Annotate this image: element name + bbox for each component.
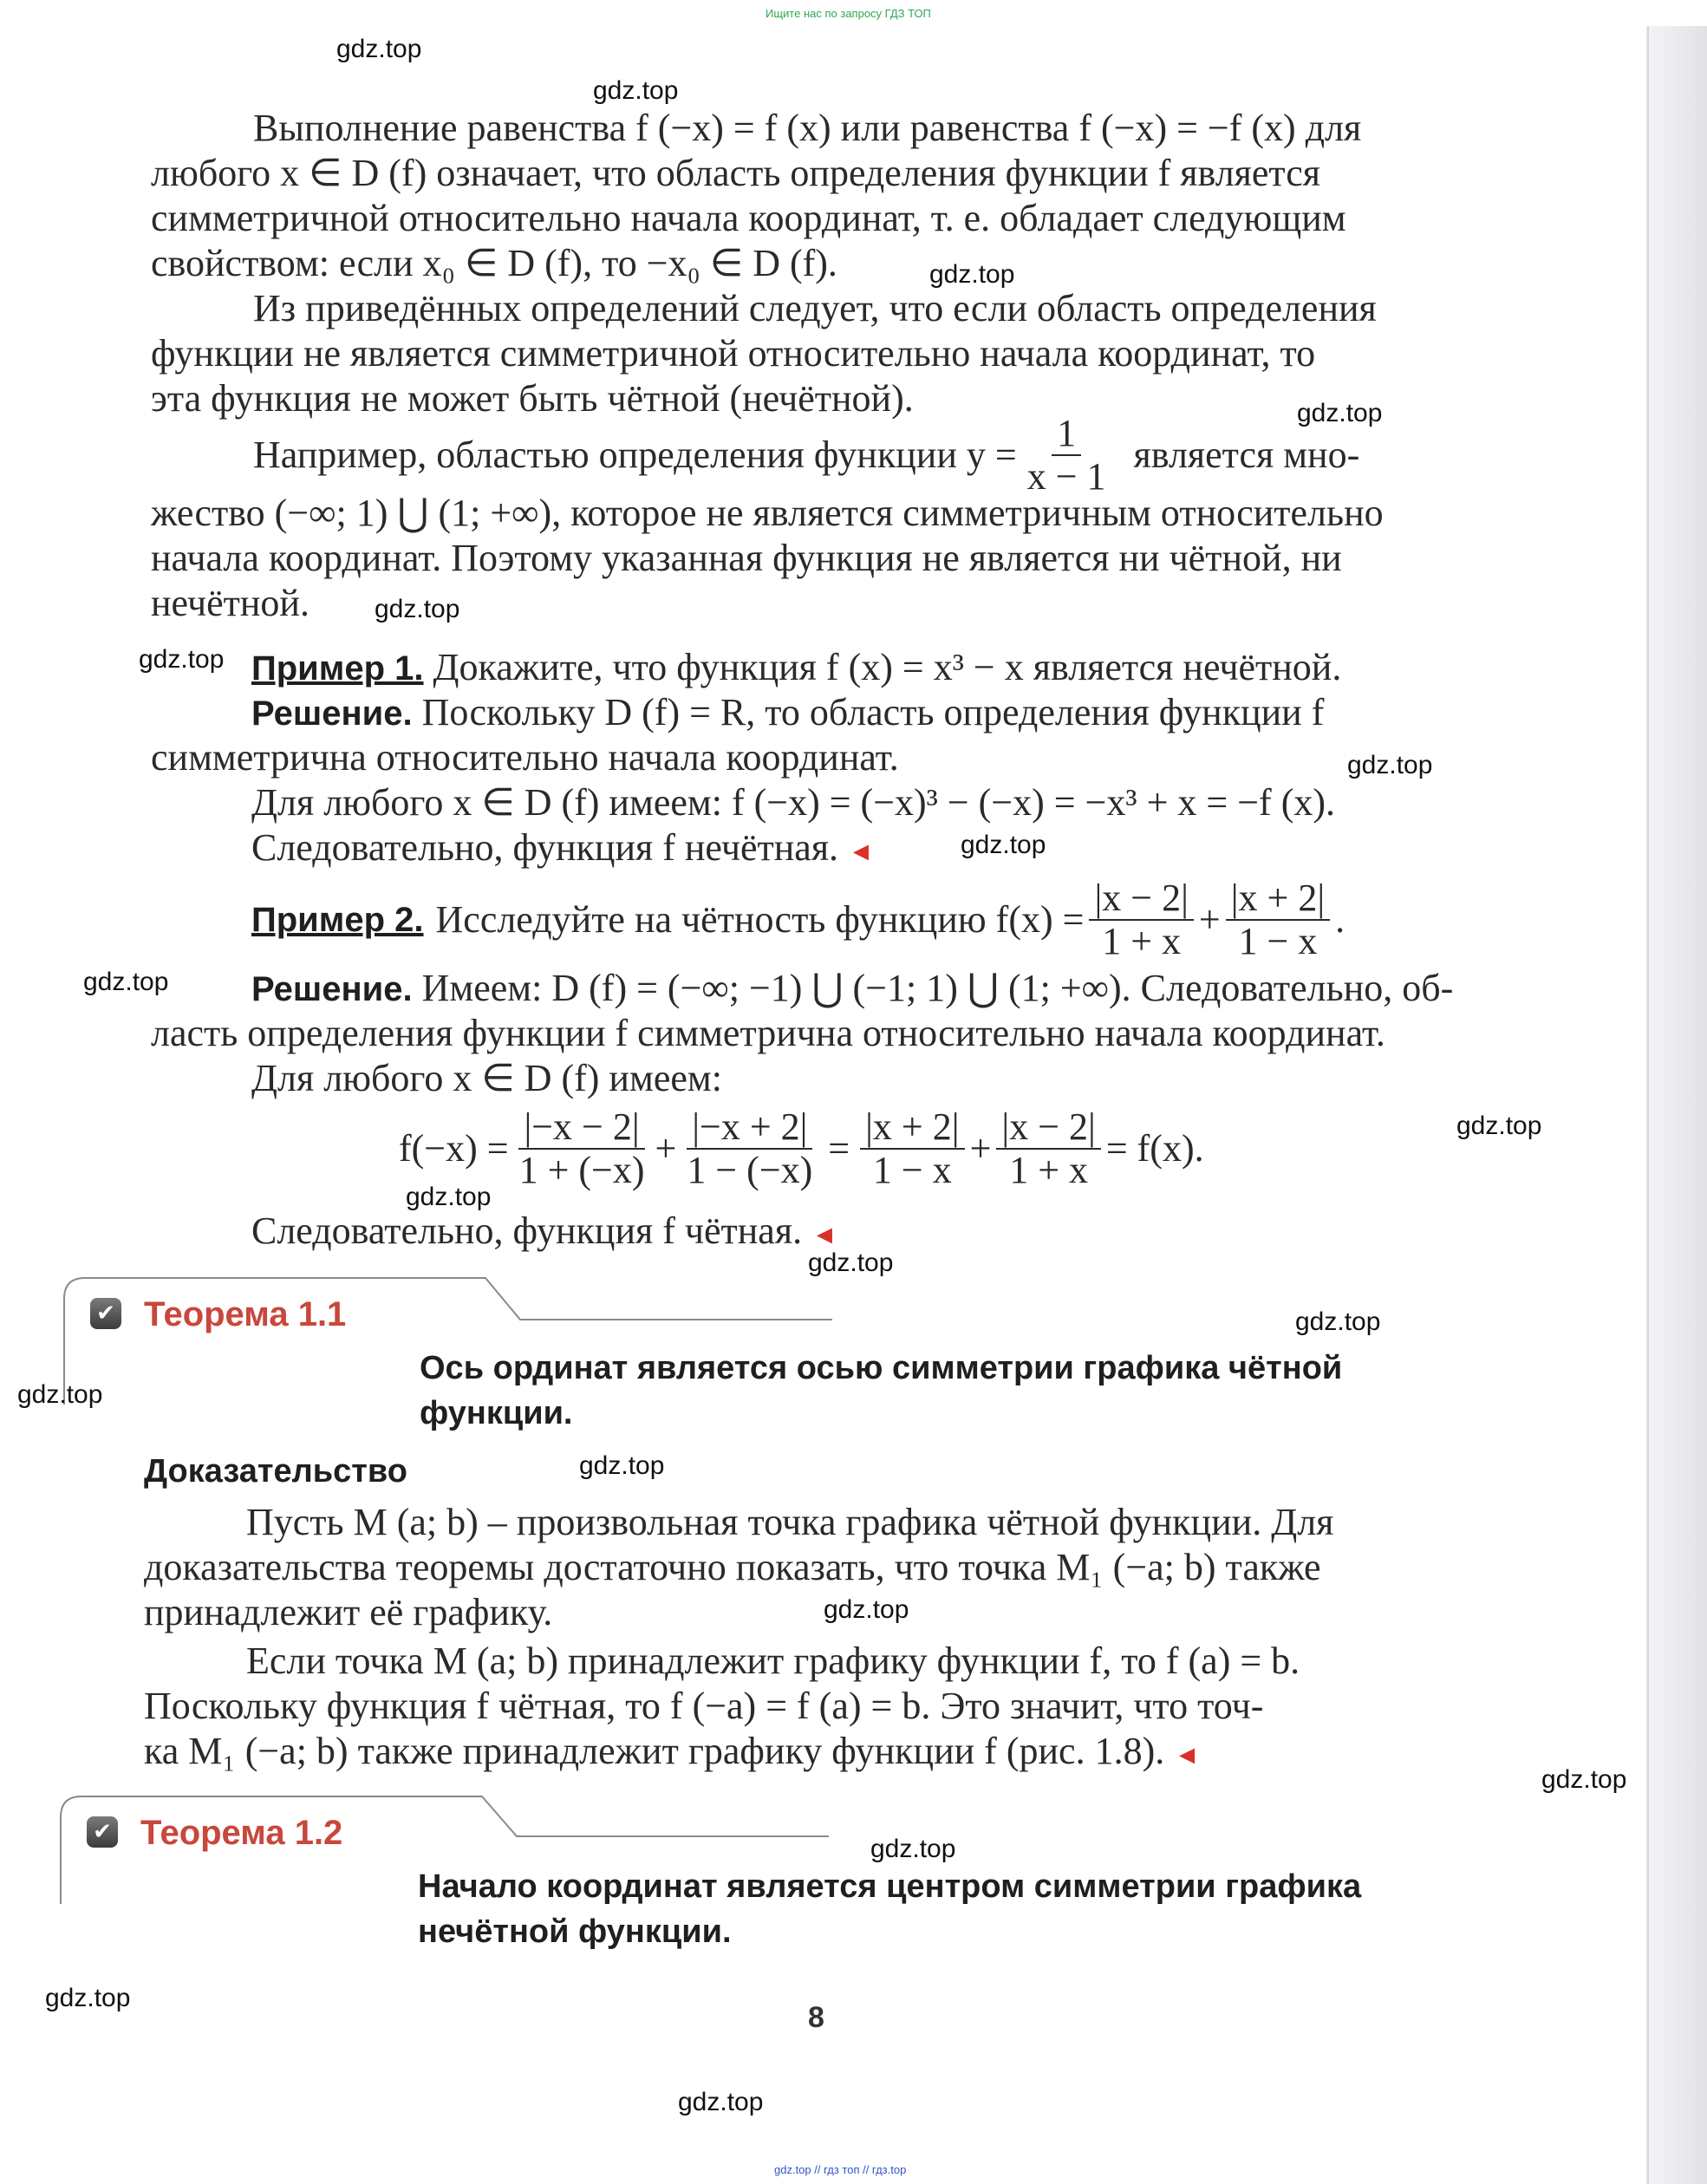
example2-conclusion-line [251, 1209, 837, 1258]
watermark: gdz.top [45, 1984, 131, 2012]
eq-plus1: + [655, 1127, 677, 1170]
example2-conclusion: Следовательно, функция f чётная. [251, 1209, 803, 1252]
p3-frac-num: 1 [1052, 413, 1081, 456]
proof-line6: ка M₁ (−a; b) также принадлежит графику функции f (рис. 1.8). [144, 1730, 1165, 1772]
example1-task: Докажите, что функция f (x) = x³ − x является нечётной. [433, 646, 1342, 688]
watermark: gdz.top [336, 35, 422, 63]
eq-frac3-den: 1 − x [872, 1149, 952, 1191]
eq-plus2: + [969, 1127, 992, 1170]
eq-frac4 [996, 1106, 1100, 1191]
end-of-solution-marker: ◄ [848, 838, 874, 866]
theorem1-title: Теорема 1.1 [144, 1295, 347, 1333]
example2-frac1-den: 1 + x [1102, 920, 1182, 962]
p2-line3: эта функция не может быть чётной (нечётной). [151, 377, 914, 420]
example2-frac1-num: |x − 2| [1089, 877, 1193, 921]
p3-line4: нечётной. [151, 582, 309, 624]
proof-line4: Если точка M (a; b) принадлежит графику функции f, то f (a) = b. [246, 1640, 1300, 1682]
proof-line6-wrap [144, 1729, 1200, 1778]
p3-start: Например, областью определения функции y = [253, 434, 1017, 476]
proof-line2: доказательства теоремы достаточно показать, что точка M₁ (−a; b) также [144, 1546, 1321, 1588]
watermark: gdz.top [961, 831, 1046, 859]
theorem2-body-line2: нечётной функции. [418, 1913, 732, 1950]
proof-line3: принадлежит её графику. [144, 1591, 553, 1633]
eq-frac4-num: |x − 2| [996, 1106, 1100, 1150]
end-of-proof-marker: ◄ [1174, 1741, 1200, 1770]
example2-label: Пример 2. [251, 901, 424, 939]
example2-solution-line3: Для любого x ∈ D (f) имеем: [251, 1057, 722, 1099]
watermark: gdz.top [17, 1380, 103, 1409]
eq-frac2-num: |−x + 2| [687, 1106, 812, 1150]
eq-rhs: = f(x). [1105, 1127, 1204, 1170]
example2-frac1 [1089, 877, 1193, 962]
checkbox-icon: ✔ [90, 1298, 121, 1329]
eq-equals: = [828, 1127, 850, 1170]
p3-line1 [253, 413, 1359, 498]
eq-lhs: f(−x) = [399, 1127, 509, 1170]
p3-end: является мно- [1133, 434, 1360, 476]
page-number: 8 [808, 2001, 824, 2034]
eq-frac4-den: 1 + x [1009, 1149, 1089, 1191]
example1-task-line [251, 645, 1341, 691]
example2-frac2-den: 1 − x [1238, 920, 1318, 962]
example2-solution-line1 [251, 966, 1453, 1012]
eq-frac1 [514, 1106, 650, 1191]
example1-solution-line3: Для любого x ∈ D (f) имеем: f (−x) = (−x)³ − (−x) = −x³ + x = −f (x). [251, 781, 1336, 824]
theorem2-title: Теорема 1.2 [140, 1814, 343, 1852]
example2-frac2-num: |x + 2| [1226, 877, 1330, 921]
example2-dot: . [1335, 898, 1345, 941]
eq-frac2-den: 1 − (−x) [687, 1149, 813, 1191]
proof-heading: Доказательство [144, 1453, 407, 1490]
p3-frac-den: x − 1 [1026, 455, 1106, 498]
example2-solution-line2: ласть определения функции f симметрична относительно начала координат. [151, 1012, 1385, 1054]
proof-line1: Пусть M (a; b) – произвольная точка графика чётной функции. Для [246, 1501, 1334, 1543]
p1-line3: симметричной относительно начала координат, т. е. обладает следующим [151, 197, 1346, 239]
example2-solution-label: Решение. [251, 970, 413, 1008]
p3-line2: жество (−∞; 1) ⋃ (1; +∞), которое не является симметричным относительно [151, 492, 1384, 534]
watermark: gdz.top [824, 1595, 909, 1624]
watermark: gdz.top [678, 2088, 764, 2116]
example1-label: Пример 1. [251, 649, 424, 688]
theorem2-body-line1: Начало координат является центром симметрии графика [418, 1868, 1362, 1905]
example1-solution-text1: Поскольку D (f) = R, то область определения функции f [421, 691, 1325, 733]
example2-plus: + [1198, 898, 1221, 941]
example1-solution-line4 [251, 825, 874, 875]
example2-frac2 [1226, 877, 1330, 962]
watermark: gdz.top [1347, 751, 1433, 779]
end-of-solution-marker: ◄ [811, 1221, 837, 1249]
example1-solution-line2: симметрична относительно начала координат. [151, 736, 899, 779]
watermark: gdz.top [579, 1451, 665, 1480]
watermark: gdz.top [406, 1183, 492, 1211]
example2-task-line [251, 877, 1345, 962]
watermark: gdz.top [375, 595, 460, 623]
watermark: gdz.top [929, 260, 1015, 289]
p2-line2: функции не является симметричной относительно начала координат, то [151, 332, 1316, 375]
p2-line1: Из приведённых определений следует, что если область определения [253, 287, 1377, 329]
watermark: gdz.top [1456, 1112, 1542, 1140]
bottom-banner: gdz.top // гдз топ // гдз.top [774, 2163, 907, 2176]
eq-frac2 [681, 1106, 818, 1191]
theorem1-body-line2: функции. [420, 1395, 573, 1431]
watermark: gdz.top [83, 968, 169, 996]
p3-line3: начала координат. Поэтому указанная функция не является ни чётной, ни [151, 537, 1342, 579]
watermark: gdz.top [1297, 399, 1383, 427]
p1-line1: Выполнение равенства f (−x) = f (x) или равенства f (−x) = −f (x) для [253, 107, 1362, 149]
watermark: gdz.top [139, 645, 225, 674]
p1-line2: любого x ∈ D (f) означает, что область определения функции f является [151, 152, 1320, 194]
example2-task: Исследуйте на чётность функцию f(x) = [435, 898, 1085, 941]
checkbox-icon: ✔ [87, 1816, 118, 1848]
page-fold-shadow [1645, 26, 1707, 2184]
eq-frac3 [860, 1106, 964, 1191]
watermark: gdz.top [1541, 1765, 1627, 1794]
theorem1-body-line1: Ось ординат является осью симметрии графика чётной [420, 1350, 1343, 1386]
page-edge [1647, 26, 1649, 2184]
example2-solution-text1: Имеем: D (f) = (−∞; −1) ⋃ (−1; 1) ⋃ (1; +∞). Следовательно, об- [421, 967, 1454, 1009]
example1-solution-line1 [251, 690, 1324, 736]
example2-equation [399, 1106, 1204, 1191]
eq-frac1-num: |−x − 2| [518, 1106, 644, 1150]
watermark: gdz.top [1295, 1307, 1381, 1336]
p1-line4: свойством: если x₀ ∈ D (f), то −x₀ ∈ D (f). [151, 242, 837, 284]
watermark: gdz.top [870, 1835, 956, 1863]
example1-conclusion: Следовательно, функция f нечётная. [251, 826, 839, 869]
p3-fraction [1022, 413, 1111, 498]
eq-frac3-num: |x + 2| [860, 1106, 964, 1150]
watermark: gdz.top [808, 1248, 894, 1277]
example1-solution-label: Решение. [251, 694, 413, 733]
top-banner: Ищите нас по запросу ГДЗ ТОП [766, 7, 931, 20]
watermark: gdz.top [593, 76, 679, 105]
eq-frac1-den: 1 + (−x) [518, 1149, 645, 1191]
proof-line5: Поскольку функция f чётная, то f (−a) = f (a) = b. Это значит, что точ- [144, 1685, 1264, 1727]
